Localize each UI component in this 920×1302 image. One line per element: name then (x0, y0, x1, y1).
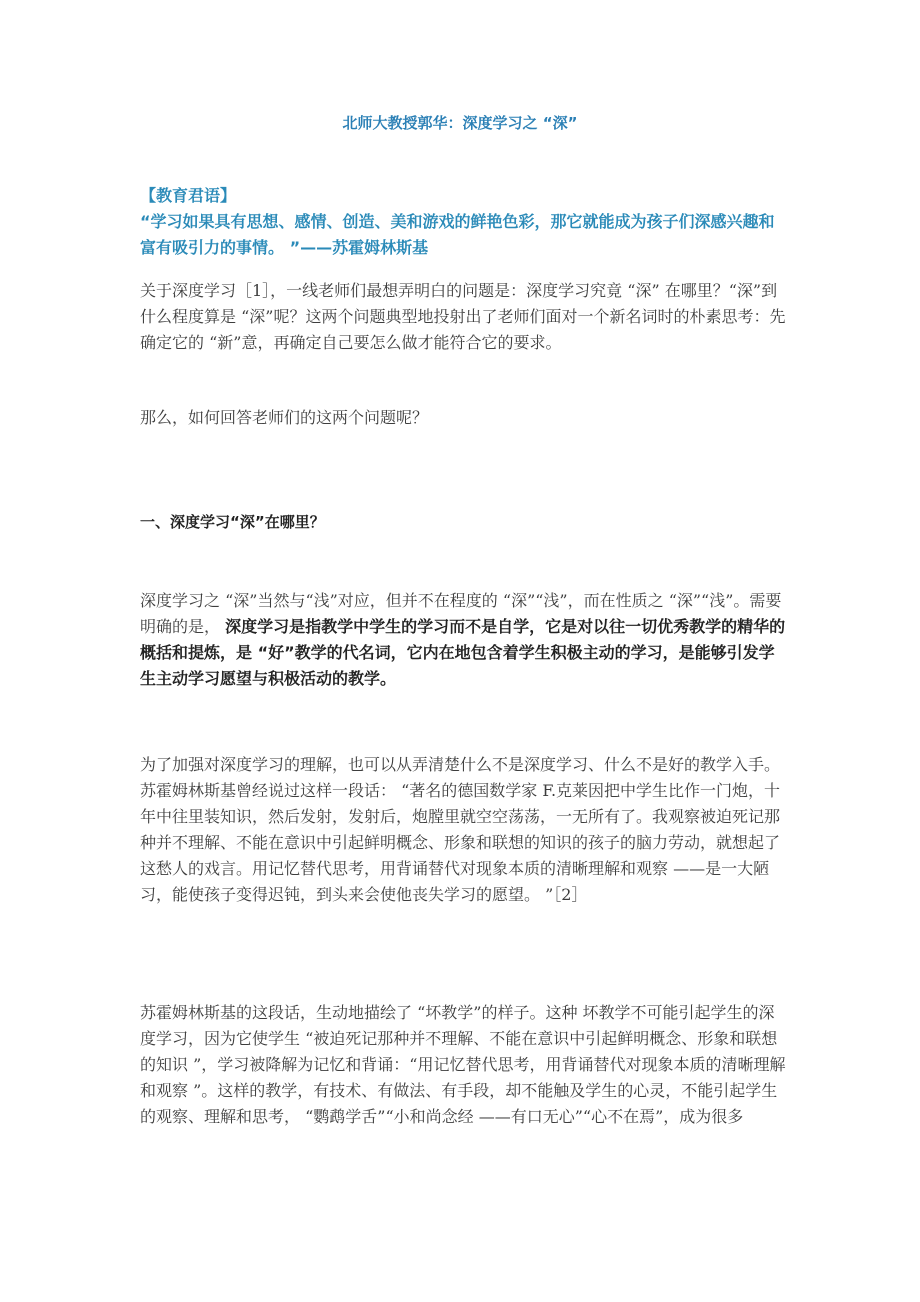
definition-emphasis: 深度学习是指教学中学生的学习而不是自学，它是对以往一切优秀教学的精华的概括和提炼，是 “好”教学的代名词，它内在地包含着学生积极主动的学习，是能够引发学生主动学习愿望与积极活动的教学。 (140, 617, 786, 688)
education-quote (140, 183, 790, 261)
section-heading: 一、深度学习“深”在哪里？ (140, 513, 325, 531)
definition-paragraph (140, 588, 790, 692)
page-title: 北师大教授郭华：深度学习之 “深” (342, 114, 578, 132)
question-paragraph: 那么，如何回答老师们的这两个问题呢？ (140, 408, 429, 427)
analysis-paragraph: 苏霍姆林斯基的这段话，生动地描绘了 “坏教学”的样子。这种 坏教学不可能引起学生的深度学习，因为它使学生 “被迫死记那种并不理解、不能在意识中引起鲜明概念、形象和联想的知识 ”，学习被降解为记忆和背诵：“用记忆替代思考，用背诵替代对现象本质的清晰理解和观察 ”。这样的教学，有技术、有做法、有手段，却不能触及学生的心灵，不能引起学生的观察、理解和思考， “鹦鹉学舌”“小和尚念经 ——有口无心”“心不在焉”，成为很多 (140, 1003, 786, 1126)
quotation-paragraph: 为了加强对深度学习的理解，也可以从弄清楚什么不是深度学习、什么不是好的教学入手。苏霍姆林斯基曾经说过这样一段话： “著名的德国数学家 F.克莱因把中学生比作一门炮，十年中往里装知识，然后发射，发射后，炮膛里就空空荡荡，一无所有了。我观察被迫死记那种并不理解、不能在意识中引起鲜明概念、形象和联想的知识的孩子的脑力劳动，就想起了这愁人的戏言。用记忆替代思考，用背诵替代对现象本质的清晰理解和观察 ——是一大陋习，能使孩子变得迟钝，到头来会使他丧失学习的愿望。 ”［2］ (140, 755, 781, 904)
definition-lead: 深度学习之 “深”当然与“浅”对应，但并不在程度的 “深”“浅”，而在性质之 “深”“浅”。需要明确的是， (140, 591, 782, 636)
intro-paragraph: 关于深度学习［1］，一线老师们最想弄明白的问题是：深度学习究竟 “深” 在哪里？“深”到什么程度算是 “深”呢？这两个问题典型地投射出了老师们面对一个新名词时的朴素思考：先确定它的 “新”意，再确定自己要怎么做才能符合它的要求。 (140, 281, 786, 352)
quote-label: 【教育君语】 (140, 186, 237, 205)
quote-text: “学习如果具有思想、感情、创造、美和游戏的鲜艳色彩，那它就能成为孩子们深感兴趣和富有吸引力的事情。 ”——苏霍姆林斯基 (140, 212, 775, 257)
